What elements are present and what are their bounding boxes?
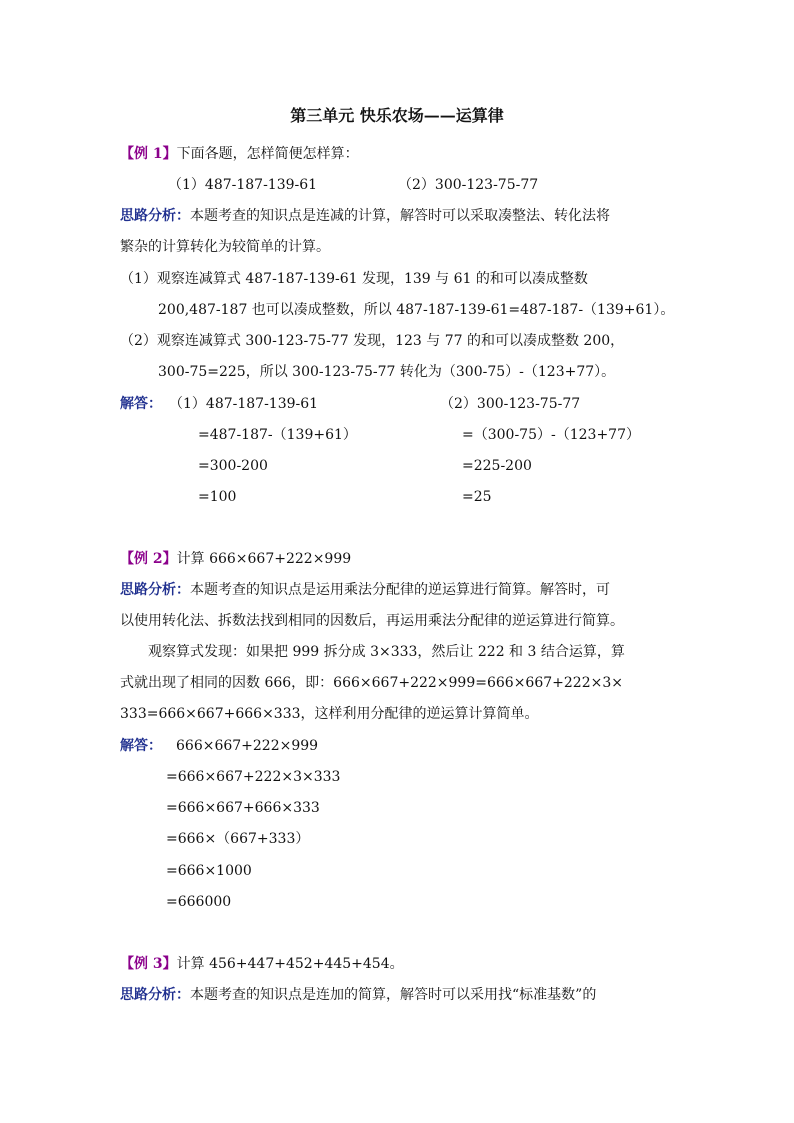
example-1-tag: 【例 1】 <box>120 146 177 162</box>
example-3-line <box>120 954 404 974</box>
example-3-tag: 【例 3】 <box>120 956 177 972</box>
example-2-step-1: =666×667+222×3×333 <box>166 769 341 785</box>
example-1-analysis-line-2: 繁杂的计算转化为较简单的计算。 <box>120 239 330 255</box>
example-1-observation-2-line-2: 300-75=225，所以 300-123-75-77 转化为（300-75）-（123+77）。 <box>158 364 616 380</box>
example-2-line <box>120 549 351 569</box>
example-2-analysis-line-2: 以使用转化法、拆数法找到相同的因数后，再运用乘法分配律的逆运算进行简算。 <box>120 613 624 629</box>
example-1-observation-2-line-1: （2）观察连减算式 300-123-75-77 发现，123 与 77 的和可以凑成整数 200， <box>120 333 625 349</box>
example-1-analysis-text-1: 本题考查的知识点是连减的计算，解答时可以采取凑整法、转化法将 <box>190 208 610 224</box>
example-2-step-0: 666×667+222×999 <box>176 738 319 754</box>
example-1-problem-2: （2）300-123-75-77 <box>398 177 539 193</box>
page-title: 第三单元 快乐农场——运算律 <box>290 106 504 125</box>
example-2-step-5: =666000 <box>166 894 232 910</box>
example-1-answer-right-3: =25 <box>462 489 492 505</box>
example-3-analysis-label: 思路分析： <box>120 987 190 1003</box>
example-2-question: 计算 666×667+222×999 <box>176 551 352 567</box>
example-1-analysis-label: 思路分析： <box>120 208 190 224</box>
example-1-answer-label: 解答： <box>120 396 162 412</box>
example-2-answer-line <box>120 736 318 756</box>
example-2-observation-line-3: 333=666×667+666×333，这样利用分配律的逆运算计算简单。 <box>120 706 539 722</box>
example-1-problem-1: （1）487-187-139-61 <box>168 177 318 193</box>
example-2-step-3: =666×（667+333） <box>166 831 310 847</box>
example-1-answer-left-2: =300-200 <box>198 458 268 474</box>
example-1-answer-right-0: （2）300-123-75-77 <box>440 396 581 412</box>
example-1-answer-left-0: （1）487-187-139-61 <box>176 396 319 412</box>
example-1-answer-line <box>120 394 318 414</box>
example-2-analysis-label: 思路分析： <box>120 582 190 598</box>
example-2-step-2: =666×667+666×333 <box>166 800 320 816</box>
example-2-observation-line-2: 式就出现了相同的因数 666，即：666×667+222×999=666×667+222×3× <box>120 675 623 691</box>
example-1-question: 下面各题，怎样简便怎样算： <box>176 146 359 162</box>
example-3-analysis-line-1 <box>120 985 596 1005</box>
example-1-analysis-line-1 <box>120 206 610 226</box>
example-1-answer-left-1: =487-187-（139+61） <box>198 427 357 443</box>
example-1-answer-right-1: =（300-75）-（123+77） <box>462 427 640 443</box>
example-1-observation-1-line-2: 200,487-187 也可以凑成整数，所以 487-187-139-61=487-187-（139+61）。 <box>158 302 675 318</box>
example-3-analysis-text-1: 本题考查的知识点是连加的简算，解答时可以采用找“标准基数”的 <box>190 987 597 1003</box>
example-1-answer-right-2: =225-200 <box>462 458 532 474</box>
example-3-question: 计算 456+447+452+445+454。 <box>176 956 404 972</box>
example-2-observation-line-1: 观察算式发现：如果把 999 拆分成 3×333，然后让 222 和 3 结合运算，算 <box>148 644 625 660</box>
example-1-observation-1-line-1: （1）观察连减算式 487-187-139-61 发现，139 与 61 的和可以凑成整数 <box>120 271 588 287</box>
example-1-line <box>120 144 359 164</box>
example-2-analysis-line-1 <box>120 580 610 600</box>
example-1-answer-left-3: =100 <box>198 489 237 505</box>
example-2-analysis-text-1: 本题考查的知识点是运用乘法分配律的逆运算进行简算。解答时，可 <box>190 582 610 598</box>
example-2-answer-label: 解答： <box>120 738 162 754</box>
example-2-step-4: =666×1000 <box>166 863 252 879</box>
example-2-tag: 【例 2】 <box>120 551 177 567</box>
